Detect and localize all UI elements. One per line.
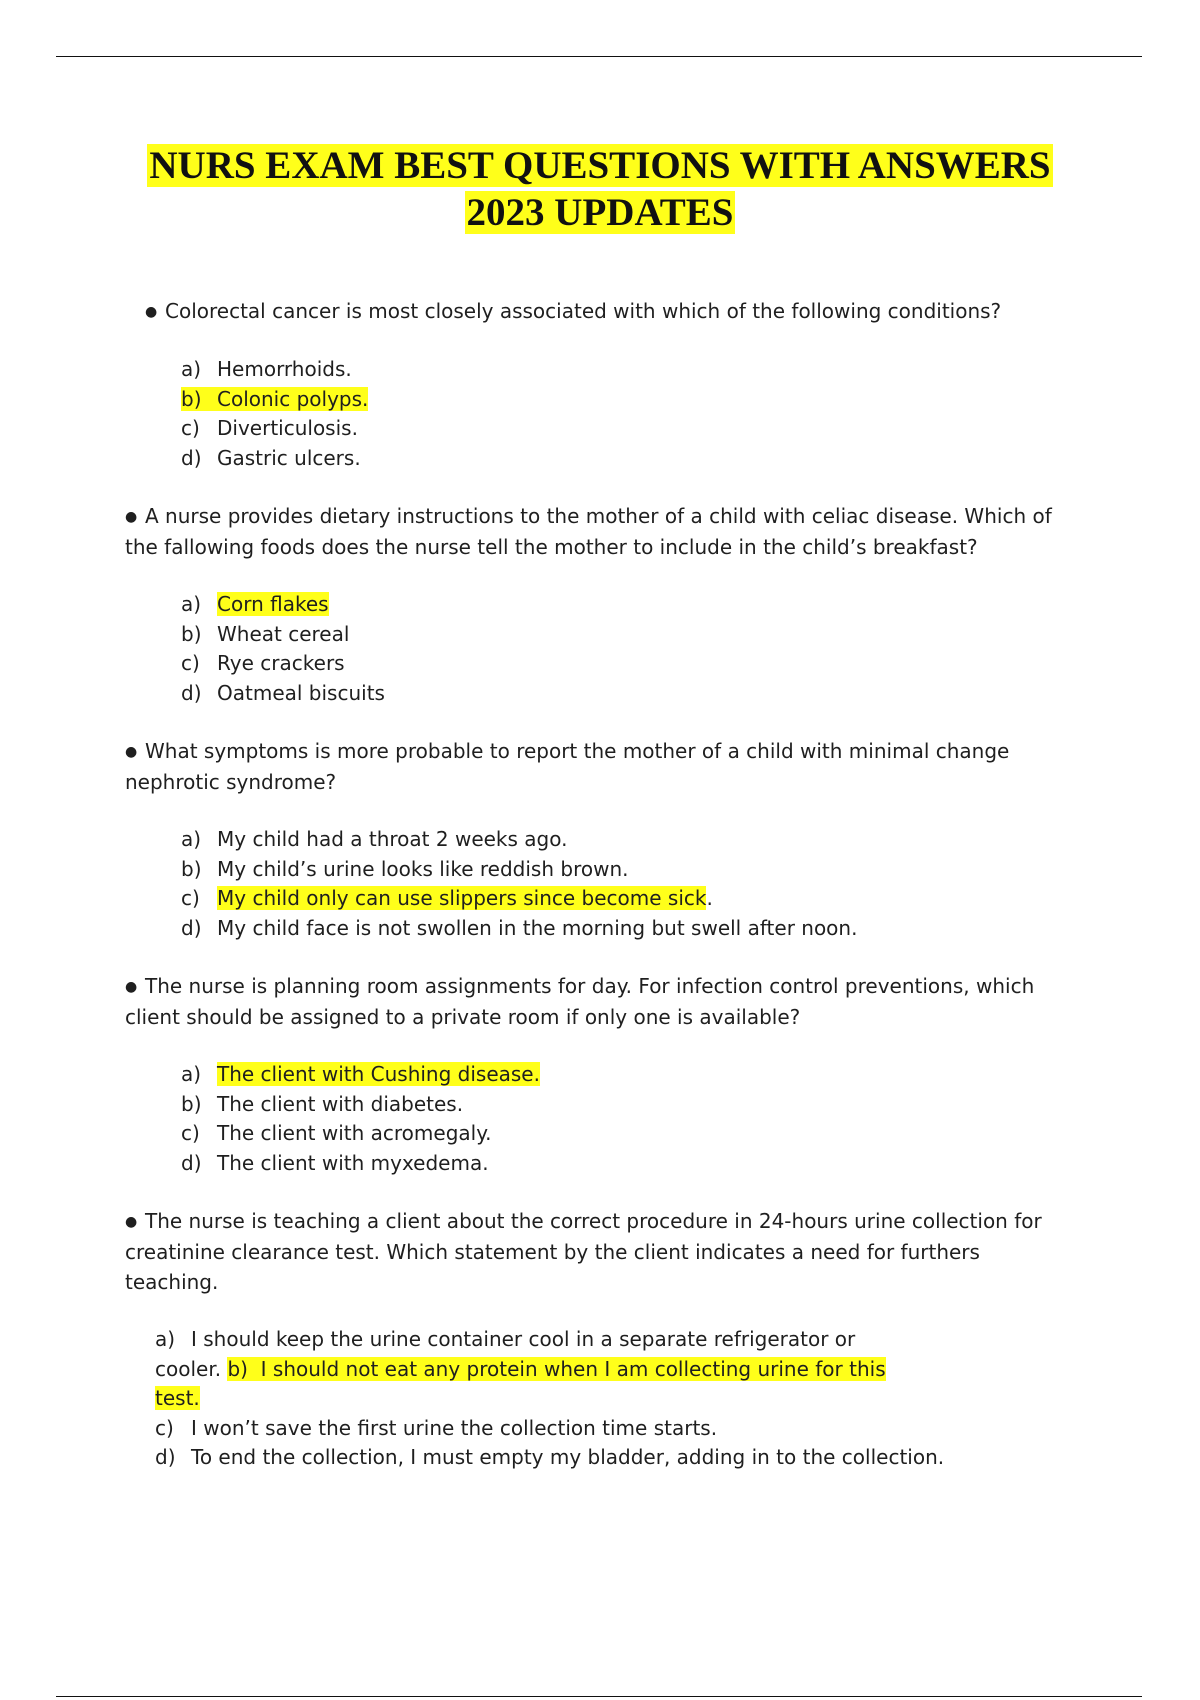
- option-text: Diverticulosis.: [217, 416, 358, 440]
- option-letter: b): [227, 1356, 248, 1381]
- option-letter: c): [181, 886, 200, 910]
- option-letter: a): [181, 1062, 202, 1086]
- option-text: Oatmeal biscuits: [217, 680, 385, 705]
- bottom-rule: [56, 1696, 1142, 1697]
- question-2: [125, 501, 1065, 708]
- options-list: [181, 590, 1065, 708]
- option-d: [155, 1443, 1065, 1473]
- option-text: Colonic polyps.: [217, 386, 369, 411]
- option-letter: c): [155, 1415, 174, 1440]
- option-a: [181, 825, 1065, 855]
- option-text: The client with Cushing disease.: [217, 1062, 540, 1086]
- option-b-correct: [227, 1357, 885, 1381]
- question-list: [125, 296, 1065, 1501]
- bullet-icon: ●: [125, 979, 138, 995]
- option-c: [181, 649, 1065, 679]
- option-letter: c): [181, 1121, 200, 1145]
- option-letter: b): [181, 1091, 202, 1116]
- option-b-continued: [155, 1384, 1065, 1414]
- option-a-correct: [181, 1060, 1065, 1090]
- option-text: I should keep the urine container cool in a separate refrigerator or: [191, 1327, 856, 1351]
- question-text: A nurse provides dietary instructions to the mother of a child with celiac disease. Which of the fallowing foods does the nurse tell the mother to include in the child’s breakfast?: [125, 504, 1052, 559]
- option-text: My child’s urine looks like reddish brown.: [217, 856, 629, 881]
- option-letter: a): [181, 827, 202, 851]
- option-letter: d): [155, 1445, 176, 1469]
- option-c: [181, 1119, 1065, 1149]
- question-text: The nurse is teaching a client about the correct procedure in 24-hours urine collection for creatinine clearance test. Which statement by the client indicates a need for furthers teaching.: [125, 1209, 1042, 1294]
- option-text: I won’t save the first urine the collection time starts.: [191, 1415, 718, 1440]
- option-suffix: .: [706, 886, 713, 910]
- options-list: [181, 825, 1065, 943]
- option-letter: d): [181, 915, 202, 940]
- option-d: [181, 679, 1065, 709]
- option-letter: a): [181, 592, 202, 616]
- option-letter: a): [181, 357, 202, 381]
- option-letter: c): [181, 651, 200, 675]
- question-4: [125, 971, 1065, 1178]
- option-letter: a): [155, 1327, 176, 1351]
- options-list: [181, 355, 1065, 473]
- option-c: [155, 1414, 1065, 1444]
- option-letter: b): [181, 386, 202, 411]
- option-text: Hemorrhoids.: [217, 357, 352, 381]
- option-text: cooler.: [155, 1356, 222, 1381]
- option-d: [181, 1149, 1065, 1179]
- options-list: [155, 1325, 1065, 1473]
- option-text: I should not eat any protein when I am collecting urine for this: [260, 1356, 886, 1381]
- option-b: [181, 1090, 1065, 1120]
- question-3: [125, 736, 1065, 943]
- option-c: [181, 414, 1065, 444]
- option-text: To end the collection, I must empty my bladder, adding in to the collection.: [191, 1445, 945, 1469]
- option-a-continued: [155, 1355, 1065, 1385]
- title-line-1: NURS EXAM BEST QUESTIONS WITH ANSWERS: [149, 144, 1051, 187]
- option-text: Rye crackers: [217, 651, 345, 675]
- question-text: Colorectal cancer is most closely associated with which of the following conditions?: [165, 299, 1002, 323]
- option-b: [181, 855, 1065, 885]
- option-letter: c): [181, 416, 200, 440]
- option-text: Gastric ulcers.: [217, 445, 361, 470]
- option-d: [181, 444, 1065, 474]
- title-line-2: 2023 UPDATES: [466, 191, 734, 234]
- question-text: What symptoms is more probable to report the mother of a child with minimal change nephrotic syndrome?: [125, 739, 1010, 794]
- bullet-icon: ●: [125, 1214, 138, 1230]
- option-a-correct: [181, 590, 1065, 620]
- option-letter: b): [181, 856, 202, 881]
- question-1: [145, 296, 1065, 473]
- option-letter: d): [181, 445, 202, 470]
- option-b-correct: [181, 385, 1065, 415]
- option-letter: d): [181, 680, 202, 705]
- option-text: My child only can use slippers since become sick: [217, 886, 707, 910]
- option-letter: b): [181, 621, 202, 646]
- option-text: My child had a throat 2 weeks ago.: [217, 827, 568, 851]
- question-text: The nurse is planning room assignments for day. For infection control preventions, which client should be assigned to a private room if only one is available?: [125, 974, 1035, 1029]
- bullet-icon: ●: [125, 509, 138, 525]
- options-list: [181, 1060, 1065, 1178]
- option-d: [181, 914, 1065, 944]
- top-rule: [56, 56, 1142, 57]
- option-a: [181, 355, 1065, 385]
- question-5: [125, 1206, 1065, 1473]
- bullet-icon: ●: [145, 304, 158, 320]
- option-letter: d): [181, 1150, 202, 1175]
- option-text: Wheat cereal: [217, 621, 350, 646]
- document-title: [60, 142, 1140, 236]
- option-b: [181, 620, 1065, 650]
- option-text: test.: [155, 1386, 200, 1410]
- option-text: My child face is not swollen in the morning but swell after noon.: [217, 915, 858, 940]
- option-text: The client with diabetes.: [217, 1091, 464, 1116]
- option-text: The client with acromegaly.: [217, 1121, 492, 1145]
- option-text: The client with myxedema.: [217, 1150, 489, 1175]
- option-c-correct: [181, 884, 1065, 914]
- option-a: [155, 1325, 1065, 1355]
- bullet-icon: ●: [125, 744, 138, 760]
- option-text: Corn flakes: [217, 592, 329, 616]
